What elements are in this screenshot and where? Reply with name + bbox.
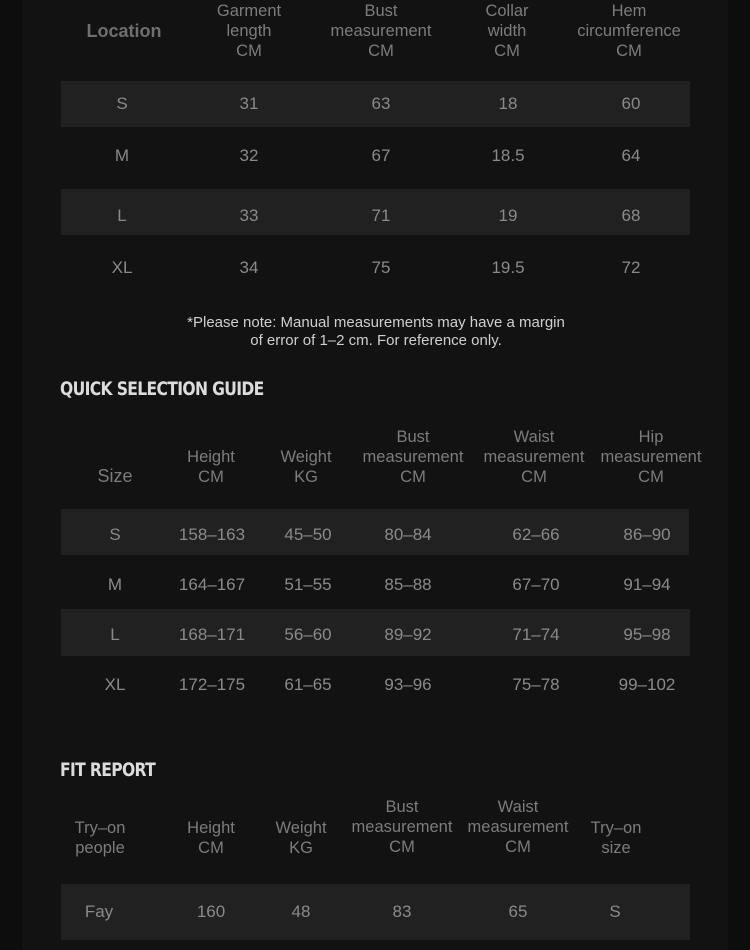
table-cell: 80–84: [384, 525, 432, 544]
table-cell: 93–96: [384, 675, 432, 694]
header-hip: Hip measurement CM: [600, 428, 702, 486]
section-title-quick-guide: QUICK SELECTION GUIDE: [60, 378, 264, 400]
table-cell: 48: [291, 902, 311, 921]
table-cell: 75: [371, 258, 391, 277]
table-cell: 18.5: [491, 146, 525, 165]
header-height: Height CM: [187, 448, 235, 486]
table-cell: 172–175: [178, 675, 246, 694]
table-cell: 67–70: [512, 575, 560, 594]
table-cell: M: [114, 146, 130, 165]
header-bust: Bust measurement CM: [351, 798, 453, 856]
header-weight: Weight KG: [280, 448, 332, 486]
header-location: Location: [86, 21, 162, 41]
table-cell: 19.5: [491, 258, 525, 277]
table-cell: 33: [239, 206, 259, 225]
header-garment-length: Garment length CM: [216, 2, 282, 60]
table-cell: 85–88: [384, 575, 432, 594]
header-try-on-size: Try–on size: [590, 819, 642, 857]
table-cell: 32: [239, 146, 259, 165]
table-cell: 86–90: [623, 525, 671, 544]
header-waist: Waist measurement CM: [467, 798, 569, 856]
table-cell: 75–78: [512, 675, 560, 694]
table-cell: S: [609, 902, 621, 921]
table-cell: 34: [239, 258, 259, 277]
table-cell: 45–50: [284, 525, 332, 544]
table-cell: 164–167: [178, 575, 246, 594]
table-cell: 71: [371, 206, 391, 225]
row-band: [61, 609, 690, 656]
section-title-fit-report: FIT REPORT: [60, 759, 156, 781]
table-cell: 68: [621, 206, 641, 225]
table-cell: 60: [621, 94, 641, 113]
table-cell: 62–66: [512, 525, 560, 544]
header-try-on-people: Try–on people: [74, 819, 126, 857]
row-band: [61, 884, 690, 940]
table-cell: 61–65: [284, 675, 332, 694]
table-cell: 72: [621, 258, 641, 277]
table-cell: L: [117, 206, 127, 225]
table-cell: 19: [498, 206, 518, 225]
table-cell: 56–60: [284, 625, 332, 644]
header-weight: Weight KG: [275, 819, 327, 857]
table-cell: 158–163: [178, 525, 246, 544]
table-cell: 71–74: [512, 625, 560, 644]
table-cell: 63: [371, 94, 391, 113]
header-height: Height CM: [187, 819, 235, 857]
table-cell: 51–55: [284, 575, 332, 594]
header-hem-circumference: Hem circumference CM: [577, 2, 681, 60]
header-collar-width: Collar width CM: [485, 2, 529, 60]
table-cell: 99–102: [618, 675, 676, 694]
row-band: [61, 509, 689, 555]
table-cell: 64: [621, 146, 641, 165]
table-cell: 91–94: [623, 575, 671, 594]
table-cell: 67: [371, 146, 391, 165]
header-size: Size: [97, 466, 133, 486]
table-cell: 95–98: [623, 625, 671, 644]
table-cell: M: [107, 575, 123, 594]
table-cell: 89–92: [384, 625, 432, 644]
table-cell: 18: [498, 94, 518, 113]
table-cell: XL: [104, 675, 126, 694]
table-cell: S: [109, 525, 121, 544]
table-cell: 83: [392, 902, 412, 921]
header-bust-measurement: Bust measurement CM: [330, 2, 432, 60]
table-cell: S: [116, 94, 128, 113]
table-cell: 168–171: [178, 625, 246, 644]
table-cell: 160: [196, 902, 226, 921]
table-cell: 31: [239, 94, 259, 113]
header-bust: Bust measurement CM: [362, 428, 464, 486]
table-cell: 65: [508, 902, 528, 921]
measurement-note: *Please note: Manual measurements may have a margin of error of 1–2 cm. For reference only.: [187, 314, 565, 349]
table-cell: Fay: [84, 902, 114, 921]
header-waist: Waist measurement CM: [483, 428, 585, 486]
table-cell: L: [110, 625, 120, 644]
table-cell: XL: [111, 258, 133, 277]
